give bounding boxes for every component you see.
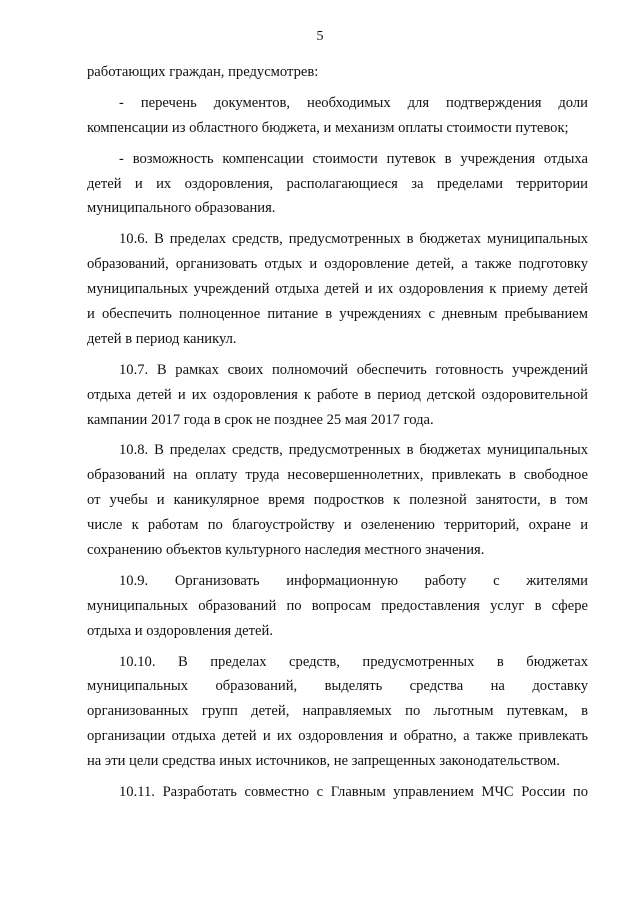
text-line: муниципальных образований по вопросам предоставления услуг в сфере [87,597,588,614]
text-line: кампании 2017 года в срок не позднее 25 мая 2017 года. [87,411,434,428]
text-line: образований, организовать отдых и оздоровление детей, а также подготовку [87,256,588,273]
text-line: 10.7. В рамках своих полномочий обеспечить готовность учреждений [119,361,588,378]
text-line: - перечень документов, необходимых для подтверждения доли [119,94,588,111]
paragraph [87,438,588,562]
paragraph [87,60,588,85]
paragraph [87,650,588,774]
text-line: и обеспечить полноценное питание в учреждениях с дневным пребыванием [87,306,588,323]
text-line: муниципальных учреждений отдыха детей и их оздоровления к приему детей [87,281,588,298]
text-line: 10.6. В пределах средств, предусмотренных в бюджетах муниципальных [119,231,588,248]
text-line: компенсации из областного бюджета, и механизм оплаты стоимости путевок; [87,119,569,136]
text-line: 10.11. Разработать совместно с Главным управлением МЧС России по [119,784,588,801]
text-line: от учебы и каникулярное время подростков к полезной занятости, в том [87,492,588,509]
paragraph [87,569,588,644]
paragraph [87,91,588,141]
paragraph [87,227,588,351]
text-line: работающих граждан, предусмотрев: [87,64,319,80]
text-line: детей и их оздоровления, располагающиеся за пределами территории [87,175,588,192]
text-line: сохранению объектов культурного наследия местного значения. [87,542,485,559]
text-line: образований на оплату труда несовершеннолетних, привлекать в свободное [87,467,588,484]
text-line: - возможность компенсации стоимости путевок в учреждения отдыха [119,150,588,167]
text-line: отдыха и оздоровления детей. [87,622,273,639]
text-line: муниципальных образований, выделять средства на доставку [87,678,588,695]
paragraph [87,147,588,222]
text-line: организации отдыха детей и их оздоровления и обратно, а также привлекать [87,728,588,745]
text-line: 10.8. В пределах средств, предусмотренных в бюджетах муниципальных [119,442,588,459]
page-number: 5 [316,29,324,44]
text-line: 10.10. В пределах средств, предусмотренных в бюджетах [119,653,588,670]
text-line: 10.9. Организовать информационную работу с жителями [119,572,588,589]
text-line: на эти цели средства иных источников, не запрещенных законодательством. [87,753,560,770]
paragraph [87,358,588,433]
text-line: отдыха детей и их оздоровления к работе в период детской оздоровительной [87,386,588,403]
document-body [87,60,588,805]
text-line: числе к работам по благоустройству и озеленению территорий, охране и [87,517,588,534]
text-line: детей в период каникул. [87,330,237,347]
text-line: муниципального образования. [87,200,276,217]
text-line: организованных групп детей, направляемых по льготным путевкам, в [87,703,588,720]
paragraph [87,780,588,805]
